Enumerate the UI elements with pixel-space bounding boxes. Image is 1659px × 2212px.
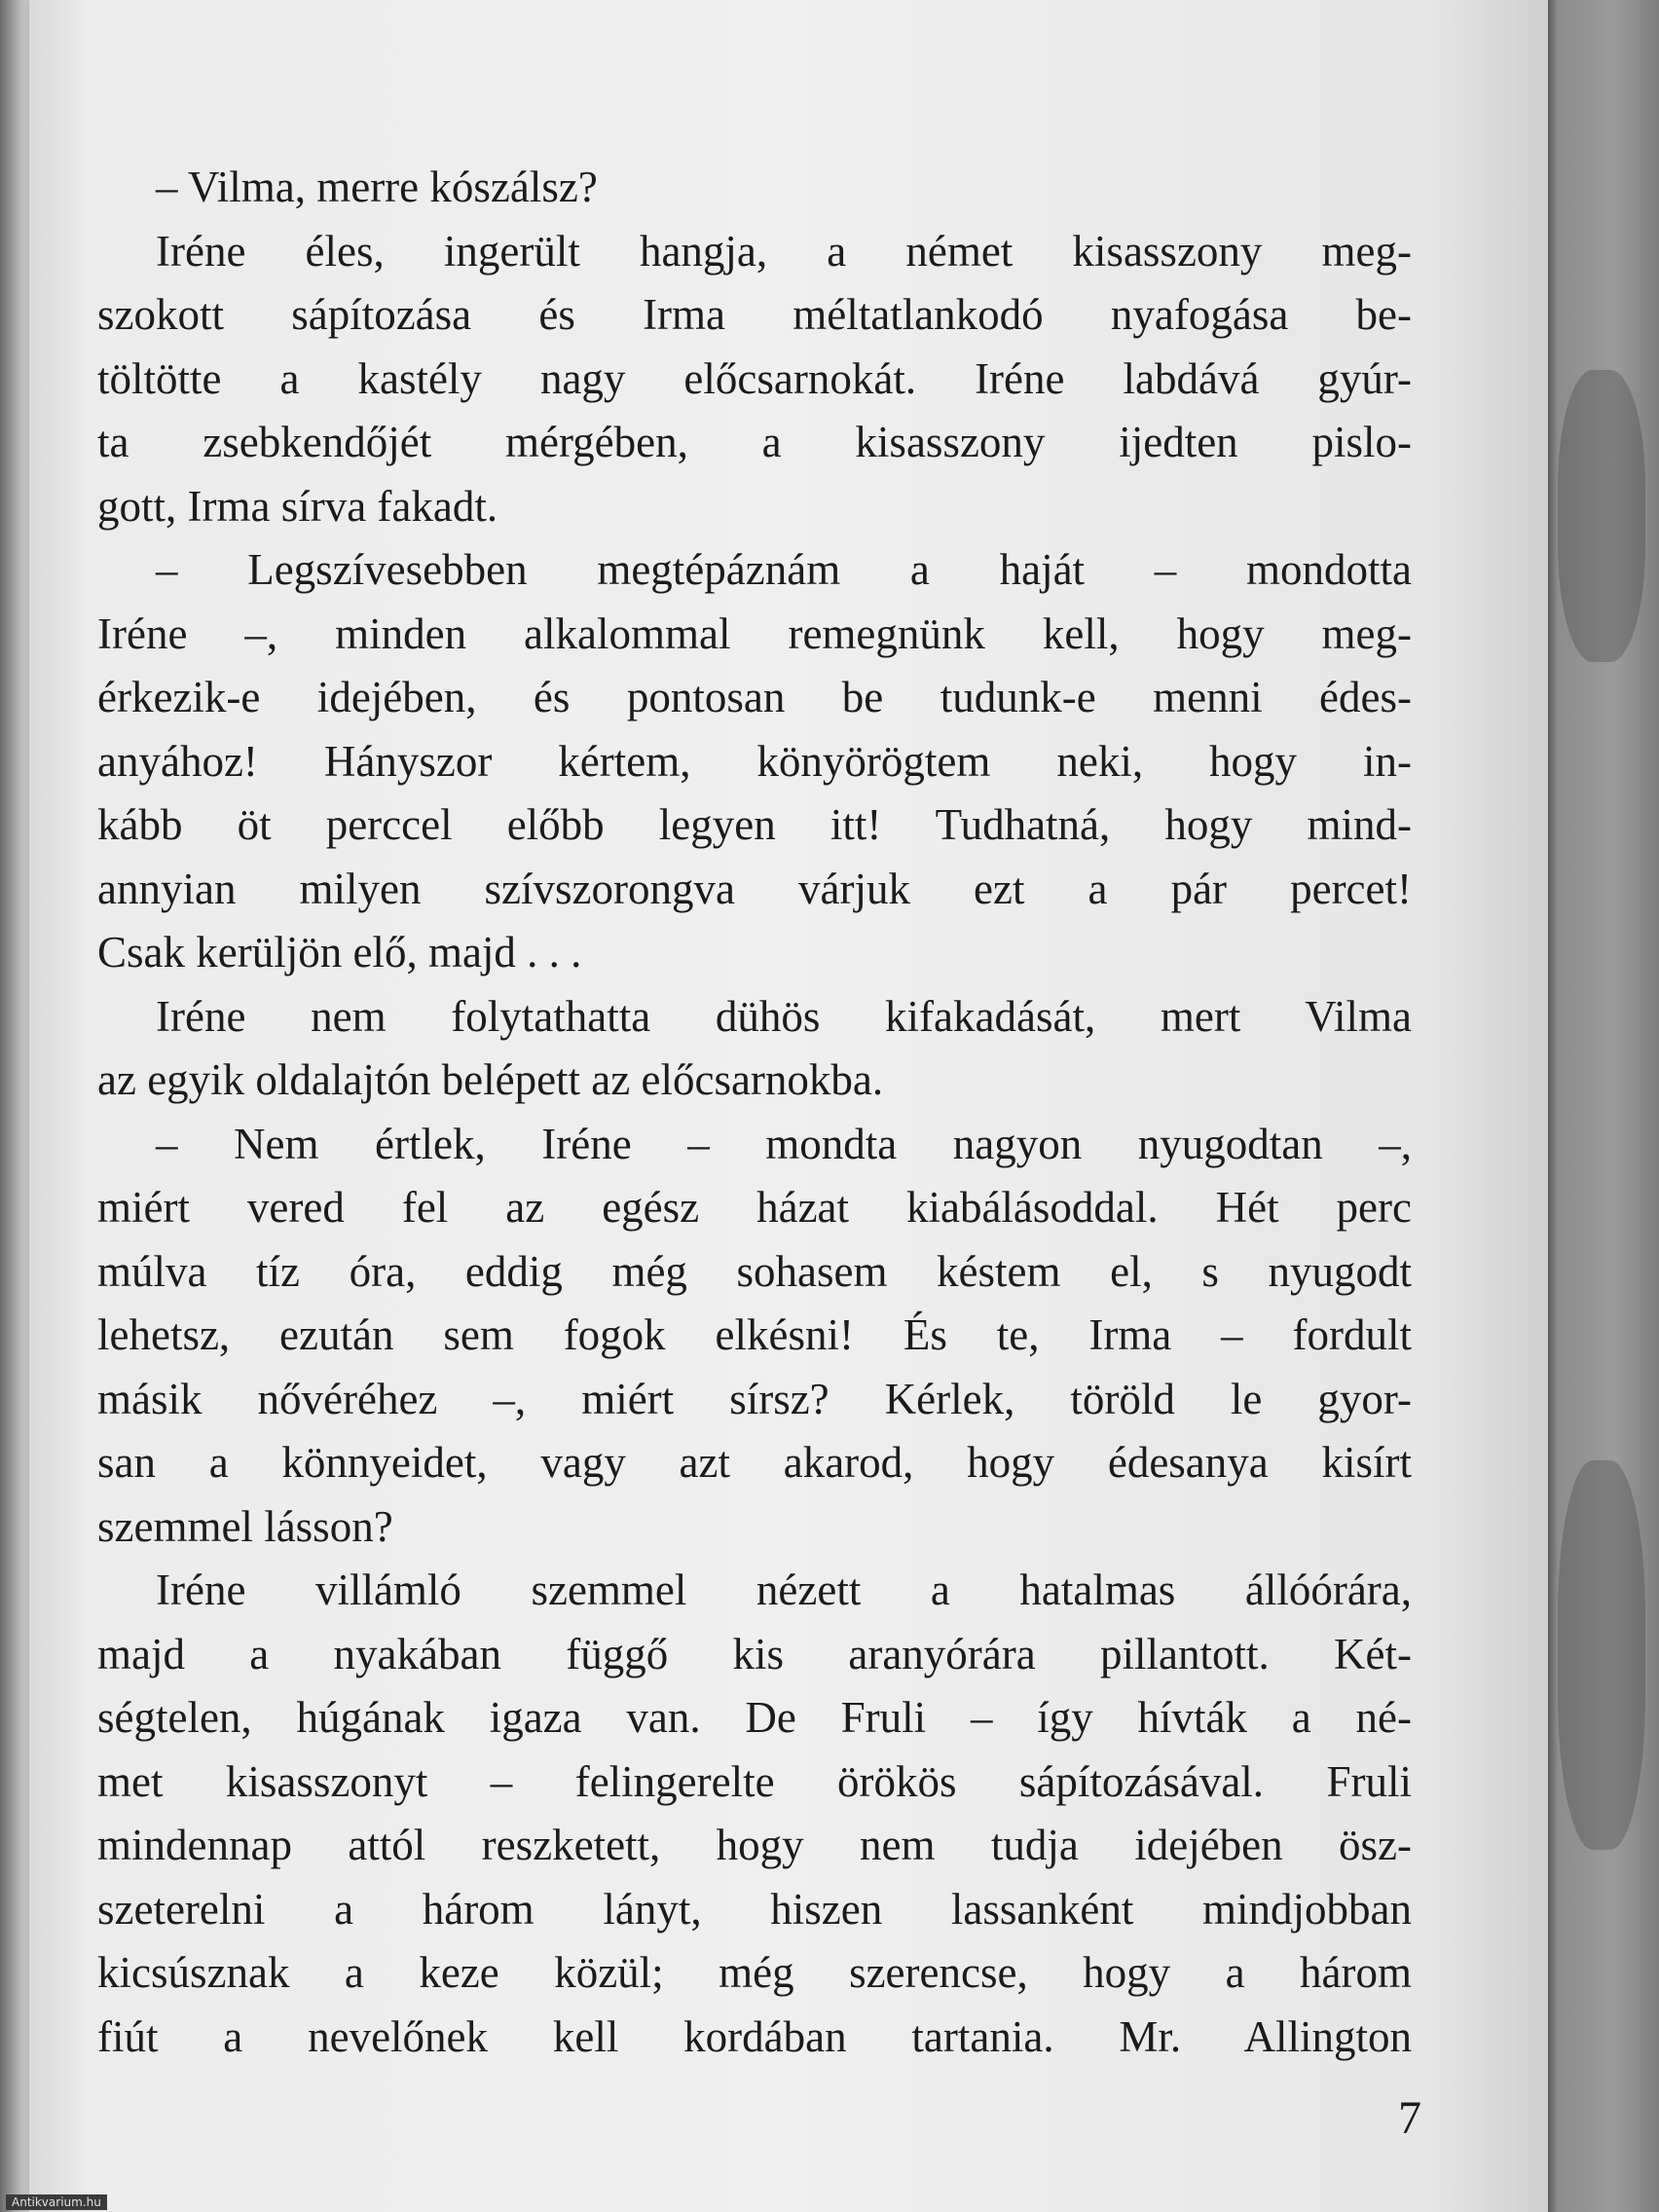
text-line: Iréne villámló szemmel nézett a hatalmas állóórára, <box>156 1566 1412 1614</box>
text-line: töltötte a kastély nagy előcsarnokát. Iréne labdává gyúr- <box>97 353 1412 403</box>
text-line: – Nem értlek, Iréne – mondta nagyon nyugodtan –, <box>156 1119 1412 1168</box>
text-line: – Legszívesebben megtépáznám a haját – mondotta <box>156 545 1412 594</box>
text-line: szeterelni a három lányt, hiszen lassanként mindjobban <box>97 1884 1412 1934</box>
text-line: ta zsebkendőjét mérgében, a kisasszony ijedten pislo- <box>97 418 1412 466</box>
text-line: kább öt perccel előbb legyen itt! Tudhatná, hogy mind- <box>97 800 1412 849</box>
body-text <box>97 156 1412 2069</box>
book-page <box>29 0 1548 2212</box>
text-line: ségtelen, húgának igaza van. De Fruli – így hívták a né- <box>97 1693 1412 1742</box>
text-line: Iréne –, minden alkalommal remegnünk kell, hogy meg- <box>97 608 1412 658</box>
text-line: san a könnyeidet, vagy azt akarod, hogy édesanya kisírt <box>97 1438 1412 1487</box>
text-line: annyian milyen szívszorongva várjuk ezt a pár percet! <box>97 864 1412 913</box>
text-line: másik nővéréhez –, miért sírsz? Kérlek, töröld le gyor- <box>97 1374 1412 1423</box>
text-line: érkezik-e idejében, és pontosan be tudunk-e menni édes- <box>97 673 1412 721</box>
text-line: Csak kerüljön elő, majd . . . <box>97 928 582 977</box>
text-line: múlva tíz óra, eddig még sohasem késtem el, s nyugodt <box>97 1246 1412 1296</box>
text-line: majd a nyakában függő kis aranyórára pillantott. Két- <box>97 1629 1412 1678</box>
text-line: fiút a nevelőnek kell kordában tartania. Mr. Allington <box>97 2011 1412 2061</box>
page-stain <box>1558 1460 1645 1850</box>
text-line: – Vilma, merre kószálsz? <box>156 163 598 211</box>
text-line: szemmel lásson? <box>97 1501 393 1551</box>
text-line: gott, Irma sírva fakadt. <box>97 481 498 531</box>
text-line: met kisasszonyt – felingerelte örökös sápítozásával. Fruli <box>97 1756 1412 1806</box>
text-line: anyához! Hányszor kértem, könyörögtem neki, hogy in- <box>97 736 1412 786</box>
text-line: Iréne éles, ingerült hangja, a német kisasszony meg- <box>156 226 1412 276</box>
text-line: kicsúsznak a keze közül; még szerencse, hogy a három <box>97 1948 1412 1997</box>
watermark: Antikvarium.hu <box>6 2194 107 2210</box>
book-spine-shadow <box>0 0 33 2212</box>
text-line: Iréne nem folytathatta dühös kifakadását, mert Vilma <box>156 991 1412 1041</box>
text-line: mindennap attól reszketett, hogy nem tudja idejében ösz- <box>97 1821 1412 1869</box>
text-line: lehetsz, ezután sem fogok elkésni! És te, Irma – fordult <box>97 1310 1412 1359</box>
text-line: szokott sápítozása és Irma méltatlankodó nyafogása be- <box>97 290 1412 339</box>
page-number: 7 <box>1398 2092 1421 2144</box>
text-line: miért vered fel az egész házat kiabálásoddal. Hét perc <box>97 1183 1412 1232</box>
text-line: az egyik oldalajtón belépett az előcsarnokba. <box>97 1055 884 1104</box>
next-page-edge <box>1548 0 1659 2212</box>
page-stain <box>1558 370 1645 662</box>
